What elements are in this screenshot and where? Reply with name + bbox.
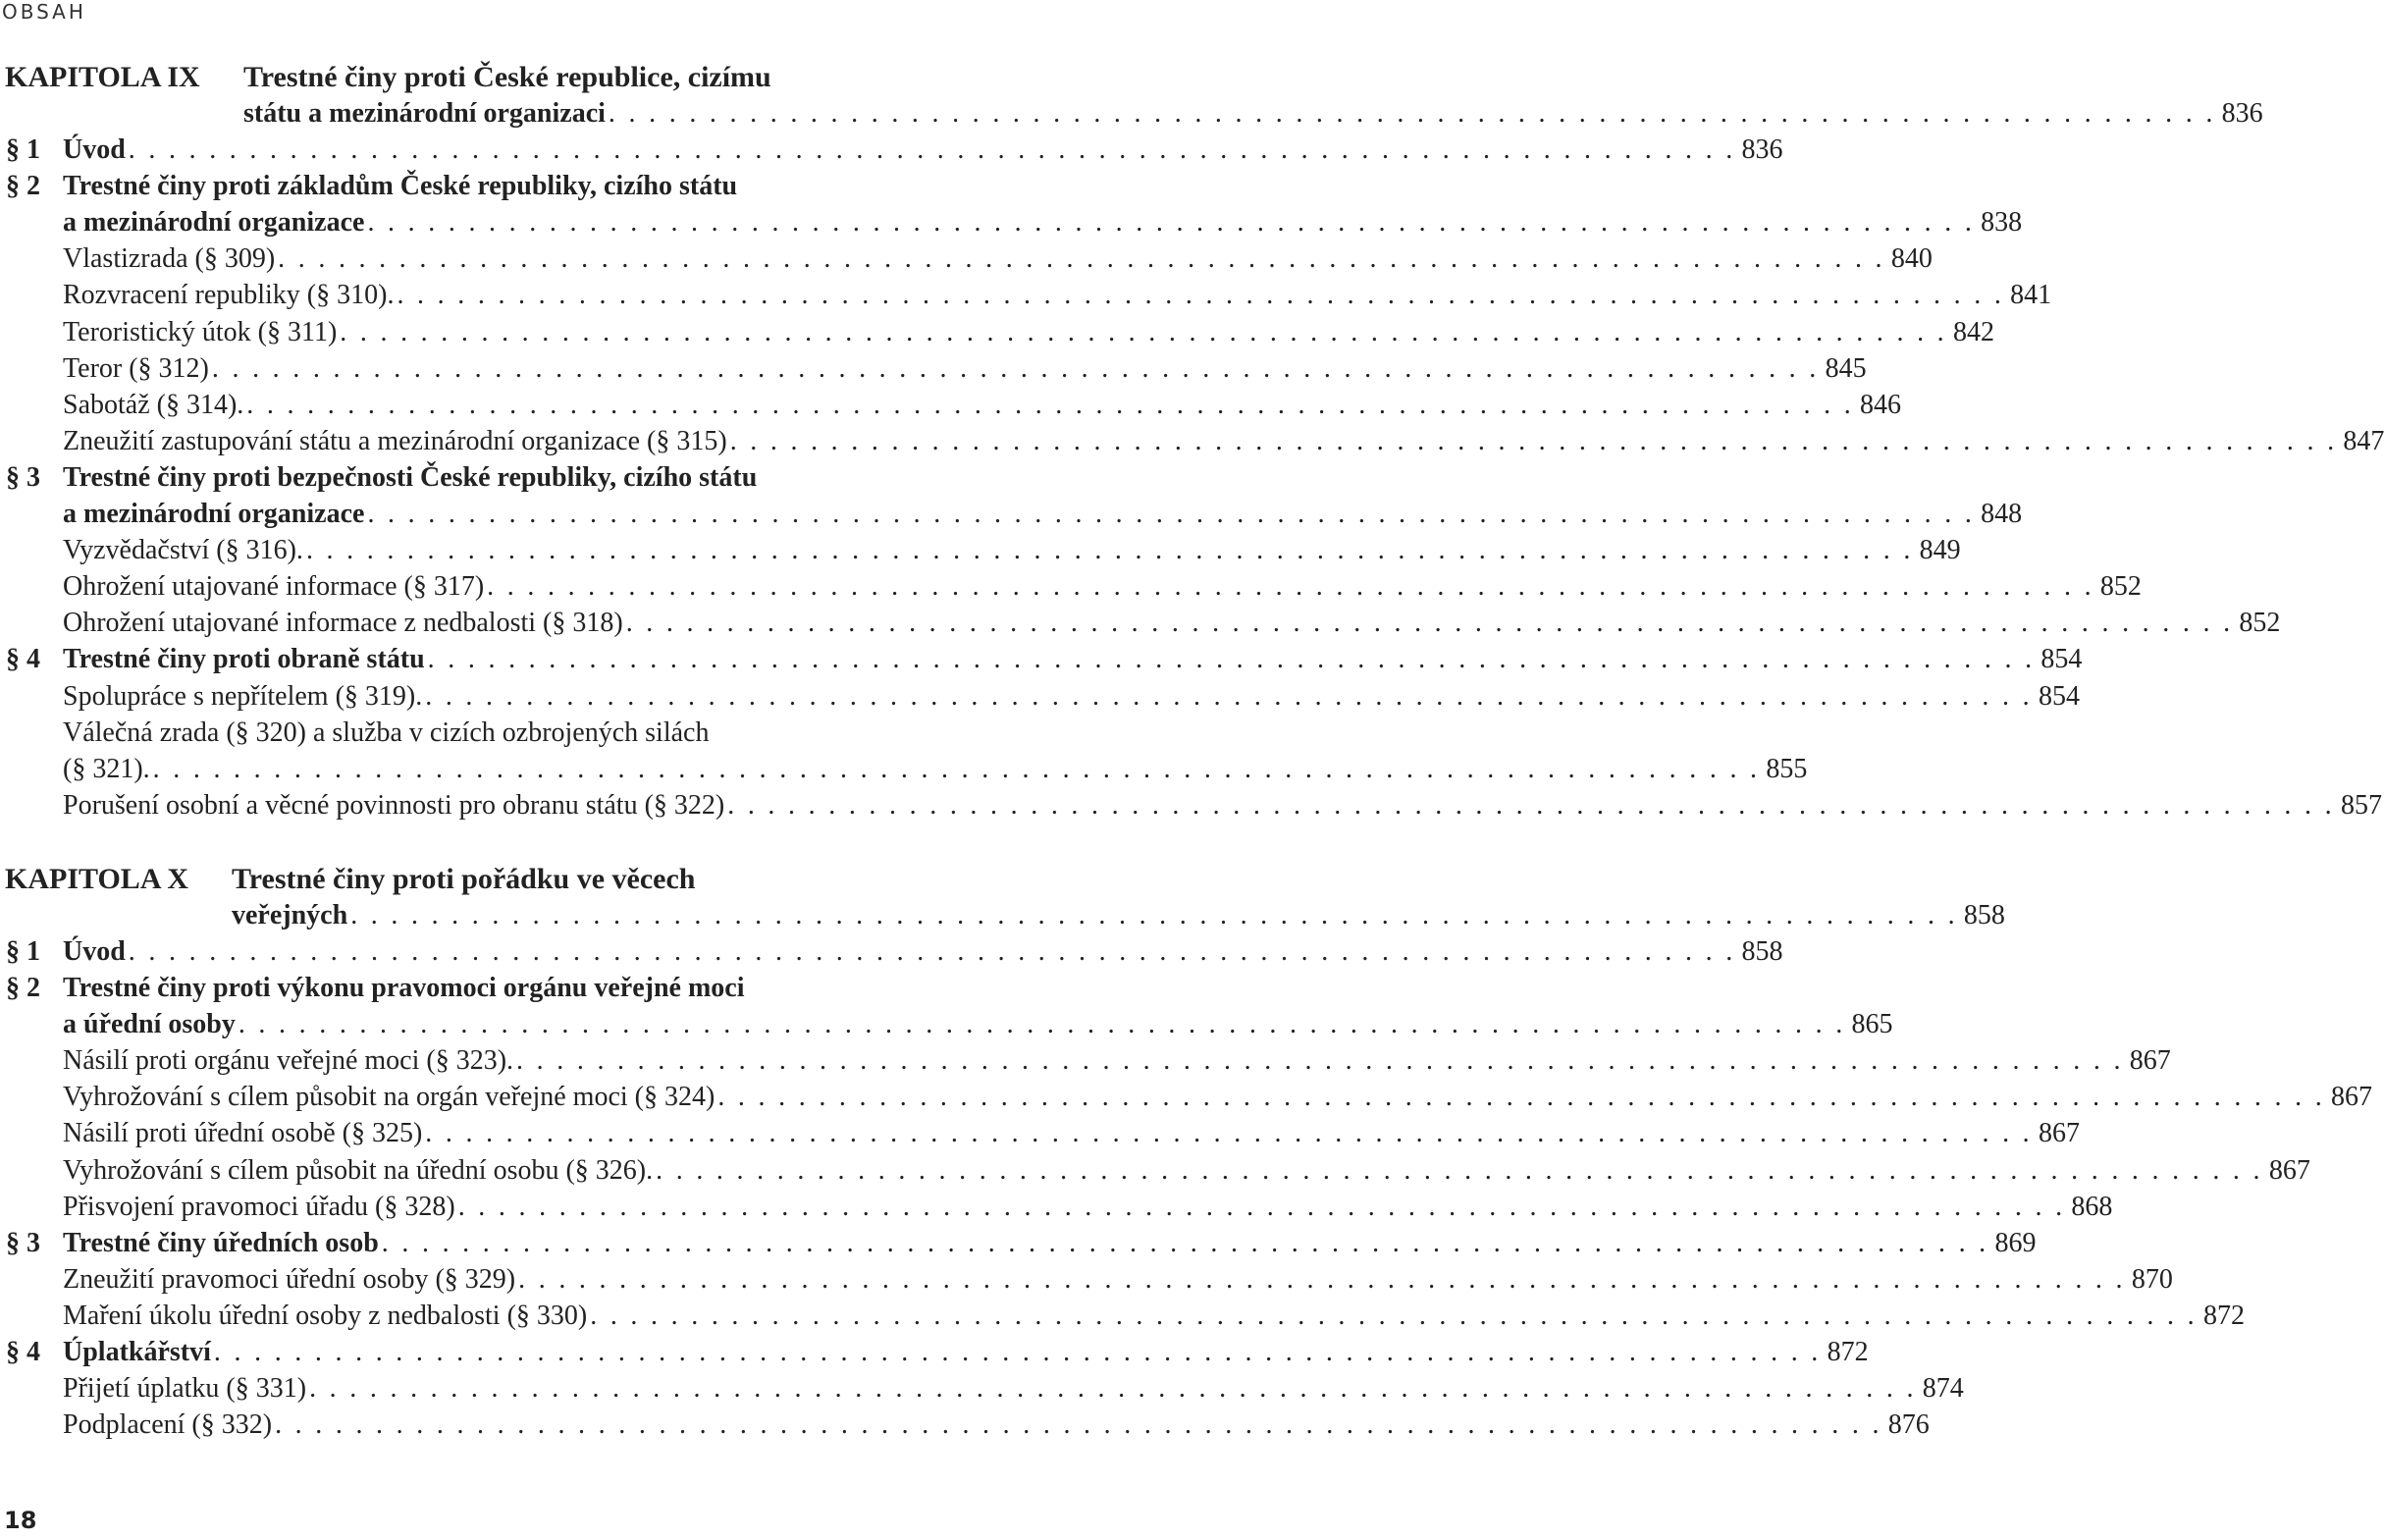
- entry-row: [63, 1079, 2373, 1115]
- page-number-ref: 854: [2040, 644, 2083, 675]
- page-number-ref: 847: [2343, 425, 2384, 456]
- toc-entry: [0, 970, 942, 1006]
- entry-title: a mezinárodní organizace: [63, 207, 365, 239]
- entry-row: [63, 1225, 2037, 1261]
- leader-dots: . . . . . . . . . . . . . . . . . . . . . . . . . . . . . . . . . . . . . . . . . . . . . . . . . . . . . . . . . . . . . . . . . . . . . . . . . . . . . . . .: [427, 644, 2036, 675]
- leader-dots: . . . . . . . . . . . . . . . . . . . . . . . . . . . . . . . . . . . . . . . . . . . . . . . . . . . . . . . . . . . . . . . . . . . . . . . . . . . . . . . .: [656, 1154, 2263, 1186]
- leader-dots: . . . . . . . . . . . . . . . . . . . . . . . . . . . . . . . . . . . . . . . . . . . . . . . . . . . . . . . . . . . . . . . . . . . . . . . . . . . . . . . .: [727, 789, 2335, 821]
- entry-title: Ohrožení utajované informace z nedbalosti (§ 318): [63, 608, 623, 639]
- toc-entry: [0, 568, 2142, 605]
- section-number: § 4: [6, 1337, 40, 1367]
- entry-title: veřejných: [232, 899, 348, 930]
- entry-row: [63, 787, 2382, 823]
- section-number: § 2: [6, 171, 40, 202]
- entry-row: [63, 605, 2281, 641]
- toc-entry: [0, 532, 1961, 568]
- entry-row: [63, 314, 1994, 350]
- leader-dots: . . . . . . . . . . . . . . . . . . . . . . . . . . . . . . . . . . . . . . . . . . . . . . . . . . . . . . . . . . . . . . . . . . . . . . . . . . . . . . . .: [397, 280, 2005, 311]
- leader-dots: . . . . . . . . . . . . . . . . . . . . . . . . . . . . . . . . . . . . . . . . . . . . . . . . . . . . . . . . . . . . . . . . . . . . . . . . . . . . . . . .: [516, 1045, 2124, 1077]
- page-number-ref: 867: [2038, 1118, 2080, 1149]
- toc-entry-continuation: [0, 204, 2023, 240]
- leader-dots: . . . . . . . . . . . . . . . . . . . . . . . . . . . . . . . . . . . . . . . . . . . . . . . . . . . . . . . . . . . . . . . . . . . . . . . . . . . . . . . .: [238, 1009, 1846, 1040]
- entry-row: [63, 933, 1783, 970]
- leader-dots: . . . . . . . . . . . . . . . . . . . . . . . . . . . . . . . . . . . . . . . . . . . . . . . . . . . . . . . . . . . . . . . . . . . . . . . . . . . . . . . .: [340, 316, 1947, 347]
- toc-entry: [0, 787, 2382, 823]
- chapter-heading: [0, 861, 942, 897]
- entry-row: [63, 277, 2052, 313]
- entry-row: [63, 168, 934, 204]
- entry-title: Sabotáž (§ 314).: [63, 389, 244, 420]
- page-number-ref: 855: [1766, 753, 1808, 784]
- entry-title: Vyzvědačství (§ 316).: [63, 535, 303, 566]
- page-number-ref: 865: [1851, 1009, 1893, 1040]
- entry-title: Trestné činy proti bezpečnosti České republiky, cizího státu: [63, 461, 758, 493]
- toc-entry-continuation: [0, 751, 1808, 787]
- leader-dots: . . . . . . . . . . . . . . . . . . . . . . . . . . . . . . . . . . . . . . . . . . . . . . . . . . . . . . . . . . . . . . . . . . . . . . . . . . . . . . . .: [128, 134, 1736, 166]
- page-number-ref: 872: [2202, 1300, 2245, 1331]
- page-number-ref: 841: [2010, 280, 2052, 311]
- entry-title: Trestné činy úředních osob: [63, 1227, 379, 1258]
- toc-entry: [0, 1370, 1964, 1407]
- entry-title: a mezinárodní organizace: [63, 499, 365, 530]
- chapter-title: Trestné činy proti pořádku ve věcech: [232, 862, 696, 895]
- page-number-ref: 872: [1827, 1337, 1869, 1367]
- toc-entry: [0, 423, 2384, 459]
- leader-dots: . . . . . . . . . . . . . . . . . . . . . . . . . . . . . . . . . . . . . . . . . . . . . . . . . . . . . . . . . . . . . . . . . . . . . . . . . . . . . . . .: [608, 98, 2216, 129]
- entry-title: Trestné činy proti obraně státu: [63, 644, 425, 675]
- entry-row: [243, 95, 2263, 132]
- entry-title: Porušení osobní a věcné povinnosti pro obranu státu (§ 322): [63, 789, 725, 821]
- toc-entry: [0, 715, 942, 751]
- entry-row: [63, 1334, 1869, 1370]
- page-number-ref: 849: [1919, 535, 1961, 566]
- entry-title: Vlastizrada (§ 309): [63, 243, 276, 275]
- toc-entry: [0, 1334, 1869, 1370]
- toc-entry: [0, 1079, 2373, 1115]
- entry-title: Zneužití pravomoci úřední osoby (§ 329): [63, 1263, 516, 1295]
- page-number-ref: 874: [1922, 1373, 1964, 1405]
- entry-title: Trestné činy proti výkonu pravomoci orgánu veřejné moci: [63, 973, 745, 1004]
- toc-entry: [0, 1261, 2173, 1298]
- section-number: § 1: [6, 935, 40, 967]
- toc-entry: [0, 387, 1901, 423]
- toc-entry: [0, 314, 1994, 350]
- leader-dots: . . . . . . . . . . . . . . . . . . . . . . . . . . . . . . . . . . . . . . . . . . . . . . . . . . . . . . . . . . . . . . . . . . . . . . . . . . . . . . . .: [590, 1300, 2198, 1331]
- page-number-ref: 868: [2071, 1191, 2113, 1222]
- toc-entry: [0, 132, 1783, 168]
- section-number: § 3: [6, 1227, 40, 1258]
- entry-row: [63, 387, 1901, 423]
- entry-row: [63, 751, 1808, 787]
- leader-dots: . . . . . . . . . . . . . . . . . . . . . . . . . . . . . . . . . . . . . . . . . . . . . . . . . . . . . . . . . . . . . . . . . . . . . . . . . . . . . . . .: [350, 899, 1958, 930]
- page-number-ref: 852: [2099, 571, 2142, 603]
- entry-row: [63, 1042, 2171, 1079]
- entry-title: Úvod: [63, 134, 126, 166]
- chapter-heading: [0, 59, 942, 95]
- page-number-ref: 852: [2239, 608, 2281, 639]
- toc-entry: [0, 1042, 2171, 1079]
- entry-row: [63, 715, 934, 751]
- entry-row: [63, 423, 2384, 459]
- page-number-ref: 867: [2331, 1082, 2373, 1113]
- entry-title: Rozvracení republiky (§ 310).: [63, 280, 395, 311]
- entry-row: [232, 897, 2005, 933]
- entry-title: Vyhrožování s cílem působit na úřední osobu (§ 326).: [63, 1154, 654, 1186]
- entry-row: [63, 1006, 1893, 1042]
- table-of-contents: [0, 59, 2384, 1443]
- entry-title: Trestné činy proti základům České republiky, cizího státu: [63, 171, 738, 202]
- entry-title: Násilí proti úřední osobě (§ 325): [63, 1118, 423, 1149]
- page-number-ref: 858: [1741, 935, 1783, 967]
- section-number: § 2: [6, 973, 40, 1004]
- toc-entry: [0, 933, 1783, 970]
- page-number-ref: 845: [1825, 352, 1867, 384]
- entry-row: [63, 350, 1867, 387]
- page-number-ref: 836: [1741, 134, 1783, 166]
- entry-title: Teroristický útok (§ 311): [63, 316, 338, 347]
- entry-title: Ohrožení utajované informace (§ 317): [63, 571, 485, 603]
- page-number-ref: 846: [1860, 389, 1901, 420]
- entry-title: Přisvojení pravomoci úřadu (§ 328): [63, 1191, 455, 1222]
- page-number-ref: 876: [1887, 1409, 1930, 1441]
- toc-entry: [0, 1189, 2113, 1225]
- entry-row: [63, 641, 2083, 677]
- toc-entry: [0, 605, 2281, 641]
- entry-title: Úplatkářství: [63, 1337, 211, 1367]
- toc-entry: [0, 277, 2052, 313]
- leader-dots: . . . . . . . . . . . . . . . . . . . . . . . . . . . . . . . . . . . . . . . . . . . . . . . . . . . . . . . . . . . . . . . . . . . . . . . . . . . . . . . .: [278, 243, 1885, 275]
- entry-title: Maření úkolu úřední osoby z nedbalosti (§ 330): [63, 1300, 588, 1331]
- section-number: § 1: [6, 134, 40, 166]
- leader-dots: . . . . . . . . . . . . . . . . . . . . . . . . . . . . . . . . . . . . . . . . . . . . . . . . . . . . . . . . . . . . . . . . . . . . . . . . . . . . . . . .: [425, 1118, 2033, 1149]
- entry-title: Teror (§ 312): [63, 352, 209, 384]
- section-number: § 4: [6, 644, 40, 675]
- chapter-title-line: [0, 95, 2263, 132]
- entry-title: Válečná zrada (§ 320) a služba v cizích ozbrojených silách: [63, 717, 710, 748]
- entry-row: [63, 970, 934, 1006]
- entry-row: [63, 678, 2080, 715]
- page-number-ref: 842: [1952, 316, 1994, 347]
- entry-row: [63, 240, 1933, 277]
- page-number-ref: 869: [1994, 1227, 2037, 1258]
- entry-title: Zneužití zastupování státu a mezinárodní organizace (§ 315): [63, 425, 727, 456]
- toc-entry: [0, 459, 942, 496]
- page-number-ref: 838: [1981, 207, 2023, 239]
- entry-title: Přijetí úplatku (§ 331): [63, 1373, 307, 1405]
- toc-entry-continuation: [0, 496, 2023, 532]
- entry-title: Úvod: [63, 935, 126, 967]
- page-number-ref: 867: [2129, 1045, 2171, 1077]
- chapter-label: KAPITOLA X: [5, 862, 188, 895]
- leader-dots: . . . . . . . . . . . . . . . . . . . . . . . . . . . . . . . . . . . . . . . . . . . . . . . . . . . . . . . . . . . . . . . . . . . . . . . . . . . . . . . .: [381, 1227, 1989, 1258]
- leader-dots: . . . . . . . . . . . . . . . . . . . . . . . . . . . . . . . . . . . . . . . . . . . . . . . . . . . . . . . . . . . . . . . . . . . . . . . . . . . . . . . .: [625, 608, 2234, 639]
- page-number-ref: 840: [1890, 243, 1933, 275]
- toc-entry: [0, 1152, 2310, 1189]
- page-number-ref: 858: [1963, 899, 2005, 930]
- toc-entry: [0, 1298, 2245, 1334]
- leader-dots: . . . . . . . . . . . . . . . . . . . . . . . . . . . . . . . . . . . . . . . . . . . . . . . . . . . . . . . . . . . . . . . . . . . . . . . . . . . . . . . .: [425, 680, 2033, 712]
- entry-row: [63, 1407, 1930, 1443]
- leader-dots: . . . . . . . . . . . . . . . . . . . . . . . . . . . . . . . . . . . . . . . . . . . . . . . . . . . . . . . . . . . . . . . . . . . . . . . . . . . . . . . .: [717, 1082, 2326, 1113]
- entry-row: [63, 1152, 2310, 1189]
- chapter-title-line: [0, 897, 2005, 933]
- chapter-title: Trestné činy proti České republice, cizímu: [243, 61, 771, 93]
- entry-title: Podplacení (§ 332): [63, 1409, 273, 1441]
- page-number-ref: 857: [2340, 789, 2382, 821]
- page-number: 18: [4, 1507, 37, 1534]
- leader-dots: . . . . . . . . . . . . . . . . . . . . . . . . . . . . . . . . . . . . . . . . . . . . . . . . . . . . . . . . . . . . . . . . . . . . . . . . . . . . . . . .: [518, 1263, 2126, 1295]
- section-number: § 3: [6, 461, 40, 493]
- entry-row: [63, 496, 2023, 532]
- page-number-ref: 836: [2221, 98, 2263, 129]
- entry-title: Spolupráce s nepřítelem (§ 319).: [63, 680, 423, 712]
- toc-entry: [0, 240, 1933, 277]
- leader-dots: . . . . . . . . . . . . . . . . . . . . . . . . . . . . . . . . . . . . . . . . . . . . . . . . . . . . . . . . . . . . . . . . . . . . . . . . . . . . . . . .: [367, 499, 1976, 530]
- leader-dots: . . . . . . . . . . . . . . . . . . . . . . . . . . . . . . . . . . . . . . . . . . . . . . . . . . . . . . . . . . . . . . . . . . . . . . . . . . . . . . . .: [729, 425, 2338, 456]
- page-number-ref: 870: [2131, 1263, 2173, 1295]
- entry-row: [63, 568, 2142, 605]
- leader-dots: . . . . . . . . . . . . . . . . . . . . . . . . . . . . . . . . . . . . . . . . . . . . . . . . . . . . . . . . . . . . . . . . . . . . . . . . . . . . . . . .: [275, 1409, 1882, 1441]
- toc-entry: [0, 168, 942, 204]
- chapter-label: KAPITOLA IX: [5, 61, 200, 93]
- entry-row: [63, 1261, 2173, 1298]
- entry-row: [63, 532, 1961, 568]
- entry-row: [63, 459, 934, 496]
- entry-row: [63, 132, 1783, 168]
- toc-entry: [0, 1115, 2080, 1151]
- leader-dots: . . . . . . . . . . . . . . . . . . . . . . . . . . . . . . . . . . . . . . . . . . . . . . . . . . . . . . . . . . . . . . . . . . . . . . . . . . . . . . . .: [246, 389, 1854, 420]
- leader-dots: . . . . . . . . . . . . . . . . . . . . . . . . . . . . . . . . . . . . . . . . . . . . . . . . . . . . . . . . . . . . . . . . . . . . . . . . . . . . . . . .: [305, 535, 1914, 566]
- leader-dots: . . . . . . . . . . . . . . . . . . . . . . . . . . . . . . . . . . . . . . . . . . . . . . . . . . . . . . . . . . . . . . . . . . . . . . . . . . . . . . . .: [213, 1337, 1822, 1367]
- leader-dots: . . . . . . . . . . . . . . . . . . . . . . . . . . . . . . . . . . . . . . . . . . . . . . . . . . . . . . . . . . . . . . . . . . . . . . . . . . . . . . . .: [152, 753, 1761, 784]
- leader-dots: . . . . . . . . . . . . . . . . . . . . . . . . . . . . . . . . . . . . . . . . . . . . . . . . . . . . . . . . . . . . . . . . . . . . . . . . . . . . . . . .: [367, 207, 1976, 239]
- entry-row: [63, 1189, 2113, 1225]
- entry-title: Vyhrožování s cílem působit na orgán veřejné moci (§ 324): [63, 1082, 715, 1113]
- toc-entry: [0, 1407, 1930, 1443]
- entry-title: Násilí proti orgánu veřejné moci (§ 323).: [63, 1045, 514, 1077]
- toc-entry: [0, 350, 1867, 387]
- leader-dots: . . . . . . . . . . . . . . . . . . . . . . . . . . . . . . . . . . . . . . . . . . . . . . . . . . . . . . . . . . . . . . . . . . . . . . . . . . . . . . . .: [457, 1191, 2066, 1222]
- toc-entry-continuation: [0, 1006, 1893, 1042]
- entry-row: [63, 204, 2023, 240]
- leader-dots: . . . . . . . . . . . . . . . . . . . . . . . . . . . . . . . . . . . . . . . . . . . . . . . . . . . . . . . . . . . . . . . . . . . . . . . . . . . . . . . .: [211, 352, 1820, 384]
- page-number-ref: 867: [2268, 1154, 2310, 1186]
- leader-dots: . . . . . . . . . . . . . . . . . . . . . . . . . . . . . . . . . . . . . . . . . . . . . . . . . . . . . . . . . . . . . . . . . . . . . . . . . . . . . . . .: [487, 571, 2094, 603]
- toc-entry: [0, 641, 2083, 677]
- entry-row: [63, 1115, 2080, 1151]
- entry-title: státu a mezinárodní organizaci: [243, 98, 606, 129]
- toc-entry: [0, 678, 2080, 715]
- page-number-ref: 848: [1981, 499, 2023, 530]
- entry-row: [63, 1298, 2245, 1334]
- entry-title: a úřední osoby: [63, 1009, 236, 1040]
- leader-dots: . . . . . . . . . . . . . . . . . . . . . . . . . . . . . . . . . . . . . . . . . . . . . . . . . . . . . . . . . . . . . . . . . . . . . . . . . . . . . . . .: [309, 1373, 1917, 1405]
- entry-title: (§ 321).: [63, 753, 150, 784]
- leader-dots: . . . . . . . . . . . . . . . . . . . . . . . . . . . . . . . . . . . . . . . . . . . . . . . . . . . . . . . . . . . . . . . . . . . . . . . . . . . . . . . .: [128, 935, 1736, 967]
- page-number-ref: 854: [2038, 680, 2080, 712]
- entry-row: [63, 1370, 1964, 1407]
- running-header: OBSAH: [2, 0, 86, 24]
- toc-entry: [0, 1225, 2037, 1261]
